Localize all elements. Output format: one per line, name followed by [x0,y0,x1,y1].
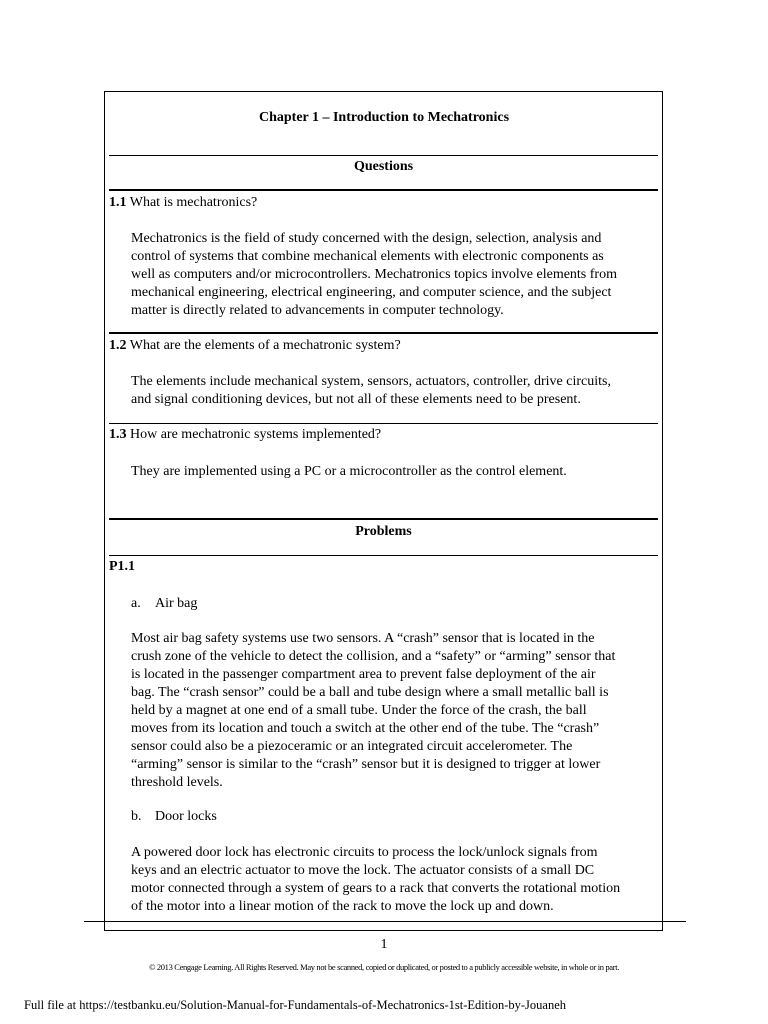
part-a-text [131,630,659,792]
part-letter: b. [131,809,142,824]
divider [109,155,658,156]
page-frame [104,91,663,931]
question-number: 1.3 [109,427,127,442]
full-file-link[interactable]: Full file at https://testbanku.eu/Solution-Manual-for-Fundamentals-of-Mechatronics-1st-Edition-by-Jouaneh [24,998,566,1012]
problems-heading: Problems [355,524,412,539]
copyright-notice: © 2013 Cengage Learning. All Rights Reserved. May not be scanned, copied or duplicated, or posted to a publicly accessible website, in whole or in part. [149,962,619,972]
divider [109,423,658,424]
answer-line: The elements include mechanical system, sensors, actuators, controller, drive circuits, [131,374,611,389]
part-title: Air bag [155,596,198,611]
footer-divider [84,921,686,922]
body-line: keys and an electric actuator to move the lock. The actuator consists of a small DC [131,863,595,878]
body-line: moves from its location and touch a switch at the other end of the tube. The “crash” [131,721,600,736]
part-a-heading [131,596,197,612]
body-line: of the motor into a linear motion of the rack to move the lock up and down. [131,899,554,914]
question-1-3 [109,427,381,443]
answer-line: well as computers and/or microcontrollers. Mechatronics topics involve elements from [131,267,617,282]
problem-label: P1.1 [109,559,136,574]
question-text: How are mechatronic systems implemented? [130,427,382,442]
question-text: What is mechatronics? [129,195,258,210]
body-line: threshold levels. [131,775,223,790]
question-1-1 [109,195,257,211]
question-text: What are the elements of a mechatronic system? [129,338,401,353]
body-line: A powered door lock has electronic circuits to process the lock/unlock signals from [131,845,598,860]
part-b-heading [131,809,217,825]
question-1-2 [109,338,401,354]
body-line: is located in the passenger compartment area to prevent false deployment of the air [131,667,596,682]
body-line: motor connected through a system of gears to a rack that converts the rotational motion [131,881,621,896]
answer-line: mechanical engineering, electrical engineering, and computer science, and the subject [131,285,612,300]
body-line: held by a magnet at one end of a small tube. Under the force of the crash, the ball [131,703,587,718]
answer-1-2 [131,373,659,409]
questions-heading: Questions [353,159,414,174]
page-number: 1 [380,937,388,952]
divider [109,332,658,334]
divider [109,518,658,520]
body-line: crush zone of the vehicle to detect the collision, and a “safety” or “arming” sensor that [131,649,616,664]
divider [109,189,658,191]
question-number: 1.1 [109,195,127,210]
divider [109,555,658,556]
body-line: bag. The “crash sensor” could be a ball and tube design where a small metallic ball is [131,685,609,700]
part-title: Door locks [155,809,217,824]
question-number: 1.2 [109,338,127,353]
chapter-title: Chapter 1 – Introduction to Mechatronics [258,110,510,125]
body-line: sensor could also be a piezoceramic or an integrated circuit accelerometer. The [131,739,573,754]
part-b-text [131,844,659,916]
answer-line: They are implemented using a PC or a microcontroller as the control element. [131,464,567,479]
part-letter: a. [131,596,141,611]
body-line: Most air bag safety systems use two sensors. A “crash” sensor that is located in the [131,631,595,646]
answer-1-1 [131,230,659,320]
answer-1-3 [131,463,659,481]
answer-line: control of systems that combine mechanical elements with electronic components as [131,249,604,264]
body-line: “arming” sensor is similar to the “crash” sensor but it is designed to trigger at lower [131,757,601,772]
answer-line: Mechatronics is the field of study concerned with the design, selection, analysis and [131,231,602,246]
answer-line: matter is directly related to advancements in computer technology. [131,303,504,318]
answer-line: and signal conditioning devices, but not all of these elements need to be present. [131,392,581,407]
